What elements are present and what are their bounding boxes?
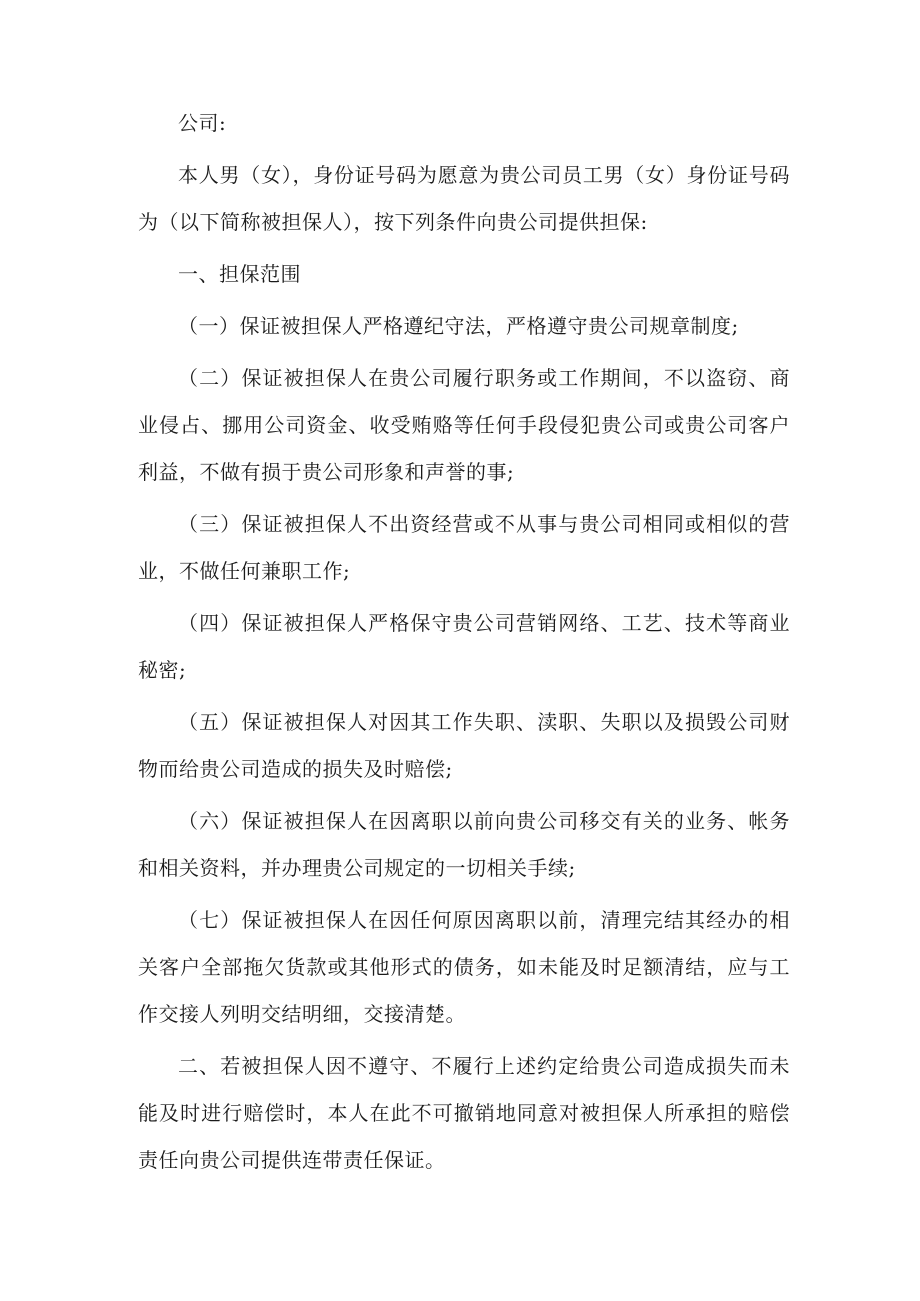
intro-paragraph: 本人男（女），身份证号码为愿意为贵公司员工男（女）身份证号码为（以下简称被担保人），按下列条件向贵公司提供担保:	[138, 163, 790, 234]
section-1-heading: 一、担保范围	[178, 262, 301, 286]
document-body	[138, 100, 790, 1184]
salutation: 公司:	[178, 111, 227, 135]
guarantee-item-4: （四）保证被担保人严格保守贵公司营销网络、工艺、技术等商业秘密;	[138, 611, 790, 682]
guarantee-item-6: （六）保证被担保人在因离职以前向贵公司移交有关的业务、帐务和相关资料，并办理贵公司规定的一切相关手续;	[138, 809, 790, 880]
section-2-paragraph: 二、若被担保人因不遵守、不履行上述约定给贵公司造成损失而未能及时进行赔偿时，本人在此不可撤销地同意对被担保人所承担的赔偿责任向贵公司提供连带责任保证。	[138, 1054, 790, 1172]
guarantee-item-2: （二）保证被担保人在贵公司履行职务或工作期间，不以盗窃、商业侵占、挪用公司资金、收受贿赂等任何手段侵犯贵公司或贵公司客户利益，不做有损于贵公司形象和声誉的事;	[138, 366, 790, 484]
guarantee-item-7: （七）保证被担保人在因任何原因离职以前，清理完结其经办的相关客户全部拖欠货款或其他形式的债务，如未能及时足额清结，应与工作交接人列明交结明细，交接清楚。	[138, 908, 790, 1026]
guarantee-item-5: （五）保证被担保人对因其工作失职、渎职、失职以及损毁公司财物而给贵公司造成的损失及时赔偿;	[138, 710, 790, 781]
guarantee-item-3: （三）保证被担保人不出资经营或不从事与贵公司相同或相似的营业，不做任何兼职工作;	[138, 512, 790, 583]
guarantee-item-1: （一）保证被担保人严格遵纪守法，严格遵守贵公司规章制度;	[178, 314, 739, 338]
